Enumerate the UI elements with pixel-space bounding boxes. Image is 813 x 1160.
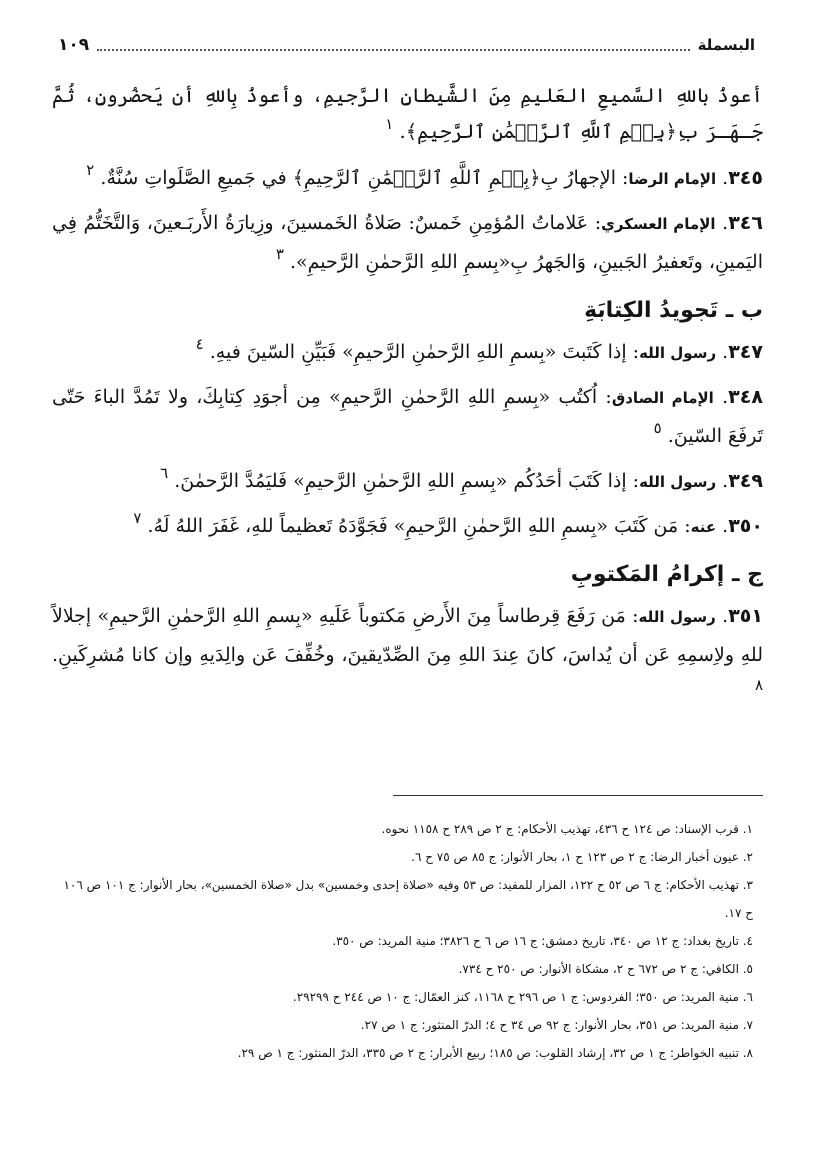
footnote-ref: ٦ <box>160 464 169 482</box>
footnote-item: ٢. عيون أخبار الرضا: ج ٢ ص ١٢٣ ح ١، بحار الأنوار: ج ٨٥ ص ٧٥ ح ٦. <box>411 850 753 864</box>
hadith-speaker: الإمام العسكري <box>601 215 716 233</box>
footnote-item: ٨. تنبيه الخواطر: ج ١ ص ٣٢، إرشاد القلوب: ص ١٨٥؛ ربيع الأبرار: ج ٢ ص ٣٣٥، الدرّ المنثور: ج ١ ص ٢٩. <box>237 1046 753 1060</box>
footnote-ref: ٨ <box>754 676 763 694</box>
hadith-number: ٣٤٧ <box>728 341 763 363</box>
hadith-text: إذا كَتَبتَ «بِسمِ اللهِ الرَّحمٰنِ الرَّحيمِ» فَبَيِّنِ السّينَ فيهِ. <box>209 341 627 363</box>
hadith-number: ٣٤٩ <box>728 470 763 492</box>
footnote-ref: ١ <box>385 115 394 133</box>
running-header <box>58 34 755 56</box>
footnote-item: ٣. تهذيب الأحكام: ج ٦ ص ٥٢ ح ١٢٢، المزار للمفيد: ص ٥٣ وفيه «صلاة إحدى وخمسين» بدل «صلاة الخمسين»، بحار الأنوار: ج ١٠١ ص ١٠٦ ح ١٧. <box>63 878 753 920</box>
section-heading-b: ب ـ تَجويدُ الكِتابَةِ <box>584 298 763 323</box>
footnote-item: ١. قرب الإسناد: ص ١٢٤ ح ٤٣٦، تهذيب الأحكام: ج ٢ ص ٢٨٩ ح ١١٥٨ نحوه. <box>381 822 753 836</box>
hadith-speaker: رسول الله <box>639 473 717 491</box>
footnote-ref: ٥ <box>653 419 662 437</box>
hadith-text: عَلاماتُ المُؤمِنِ خَمسٌ: صَلاةُ الخَمسينَ، وزِيارَةُ الأَربَـعينَ، وَالتَّخَتُّمُ فِي اليَمينِ، وتَعفيرُ الجَبينِ، وَالجَهرُ بِ«بِسمِ اللهِ الرَّحمٰنِ الرَّحيمِ». <box>52 212 763 273</box>
hadith-text: اُكتُب «بِسمِ اللهِ الرَّحمٰنِ الرَّحيمِ» مِن أجوَدِ كِتابِكَ، ولا تَمُدَّ الباءَ حَتّى تَرفَعَ السّينَ. <box>52 386 763 447</box>
hadith-347: ٣٤٧. رسول الله: إذا كَتَبتَ «بِسمِ اللهِ الرَّحمٰنِ الرَّحيمِ» فَبَيِّنِ السّينَ فيهِ. $^٤$ <box>195 335 763 363</box>
running-title: البسملة <box>697 36 755 54</box>
header-dot-leader <box>97 39 689 51</box>
hadith-348: ٣٤٨. الإمام الصادق: اُكتُب «بِسمِ اللهِ الرَّحمٰنِ الرَّحيمِ» مِن أجوَدِ كِتابِكَ، ولا تَمُدَّ الباءَ حَتّى تَرفَعَ السّينَ. $^٥$ <box>52 386 763 447</box>
hadith-number: ٣٥٠ <box>728 515 763 537</box>
hadith-text: مَن رَفَعَ قِرطاساً مِنَ الأَرضِ مَكتوباً عَلَيهِ «بِسمِ اللهِ الرَّحمٰنِ الرَّحيمِ» إجلالاً للهِ ولاِسمِهِ عَن أن يُداسَ، كانَ عِندَ اللهِ مِنَ الصِّدّيقينَ، وخُفِّفَ عَن والِدَيهِ وإن كانا مُشرِكَينِ. <box>52 605 763 666</box>
hadith-speaker: رسول الله <box>639 344 717 362</box>
footnote-separator <box>393 795 763 796</box>
intro-text: أعوذُ باللهِ السَّميعِ العَليمِ مِنَ الشَّيطانِ الرَّجيمِ، وأعوذُ بِاللهِ أن يَحضُرونِ، ثُمَّ جَـهَـرَ بِ﴿بِسۡمِ ٱللَّهِ ٱلرَّحۡمَٰنِ ٱلرَّحِيمِ﴾. <box>52 84 763 143</box>
footnote-ref: ٤ <box>195 335 204 353</box>
hadith-number: ٣٤٨ <box>728 386 763 408</box>
hadith-speaker: الإمام الرضا <box>628 170 717 188</box>
footnotes <box>58 815 753 1067</box>
hadith-speaker: الإمام الصادق <box>611 389 714 407</box>
hadith-number: ٣٤٥ <box>728 167 763 189</box>
hadith-350: ٣٥٠. عنه: مَن كَتَبَ «بِسمِ اللهِ الرَّحمٰنِ الرَّحيمِ» فَجَوَّدَهُ تَعظيماً للهِ، غَفَرَ اللهُ لَهُ. $^٧$ <box>133 509 763 537</box>
hadith-349: ٣٤٩. رسول الله: إذا كَتَبَ أحَدُكُم «بِسمِ اللهِ الرَّحمٰنِ الرَّحيمِ» فَليَمُدَّ الرَّحمٰنَ. $^٦$ <box>160 464 763 492</box>
hadith-text: إذا كَتَبَ أحَدُكُم «بِسمِ اللهِ الرَّحمٰنِ الرَّحيمِ» فَليَمُدَّ الرَّحمٰنَ. <box>174 470 627 492</box>
hadith-351: ٣٥١. رسول الله: مَن رَفَعَ قِرطاساً مِنَ الأَرضِ مَكتوباً عَلَيهِ «بِسمِ اللهِ الرَّحمٰنِ الرَّحيمِ» إجلالاً للهِ ولاِسمِهِ عَن أن يُداسَ، كانَ عِندَ اللهِ مِنَ الصِّدّيقينَ، وخُفِّفَ عَن والِدَيهِ وإن كانا مُشرِكَينِ. $^٨$ <box>52 605 763 694</box>
hadith-speaker: رسول الله <box>638 608 716 626</box>
footnote-ref: ٢ <box>86 161 95 179</box>
footnote-item: ٦. منية المريد: ص ٣٥٠؛ الفردوس: ج ١ ص ٢٩٦ ح ١١٦٨، كنز العمّال: ج ١٠ ص ٢٤٤ ح ٢٩٢٩٩. <box>292 990 753 1004</box>
hadith-345: ٣٤٥. الإمام الرضا: الإجهارُ بِ﴿بِسۡمِ ٱللَّهِ ٱلرَّحۡمَٰنِ ٱلرَّحِيمِ﴾ في جَميعِ الصَّلَواتِ سُنَّةٌ. $^٢$ <box>86 161 763 189</box>
page-number: ١٠٩ <box>58 35 90 55</box>
hadith-speaker: عنه <box>690 518 717 536</box>
footnote-ref: ٣ <box>275 245 284 263</box>
hadith-text: مَن كَتَبَ «بِسمِ اللهِ الرَّحمٰنِ الرَّحيمِ» فَجَوَّدَهُ تَعظيماً للهِ، غَفَرَ اللهُ لَهُ. <box>147 515 679 537</box>
footnote-item: ٧. منية المريد: ص ٣٥١، بحار الأنوار: ج ٩٢ ص ٣٤ ح ٤؛ الدرّ المنثور: ج ١ ص ٢٧. <box>360 1018 753 1032</box>
hadith-number: ٣٥١ <box>728 605 763 627</box>
hadith-346: ٣٤٦. الإمام العسكري: عَلاماتُ المُؤمِنِ خَمسٌ: صَلاةُ الخَمسينَ، وزِيارَةُ الأَربَـعينَ، وَالتَّخَتُّمُ فِي اليَمينِ، وتَعفيرُ الجَبينِ، وَالجَهرُ بِ«بِسمِ اللهِ الرَّحمٰنِ الرَّحيمِ». $^٣$ <box>52 212 763 273</box>
footnote-item: ٤. تاريخ بغداد: ج ١٢ ص ٣٤٠، تاريخ دمشق: ج ١٦ ص ٦ ح ٣٨٢٦؛ منية المريد: ص ٣٥٠. <box>332 934 753 948</box>
hadith-text: الإجهارُ بِ﴿بِسۡمِ ٱللَّهِ ٱلرَّحۡمَٰنِ ٱلرَّحِيمِ﴾ في جَميعِ الصَّلَواتِ سُنَّةٌ. <box>100 167 616 189</box>
hadith-number: ٣٤٦ <box>728 212 763 234</box>
main-text <box>52 78 763 719</box>
intro-paragraph <box>52 78 763 151</box>
footnote-ref: ٧ <box>133 509 142 527</box>
footnote-item: ٥. الكافي: ج ٢ ص ٦٧٢ ح ٢، مشكاة الأنوار: ص ٢٥٠ ح ٧٣٤. <box>458 962 753 976</box>
section-heading-c: ج ـ إكرامُ المَكتوبِ <box>570 562 763 587</box>
